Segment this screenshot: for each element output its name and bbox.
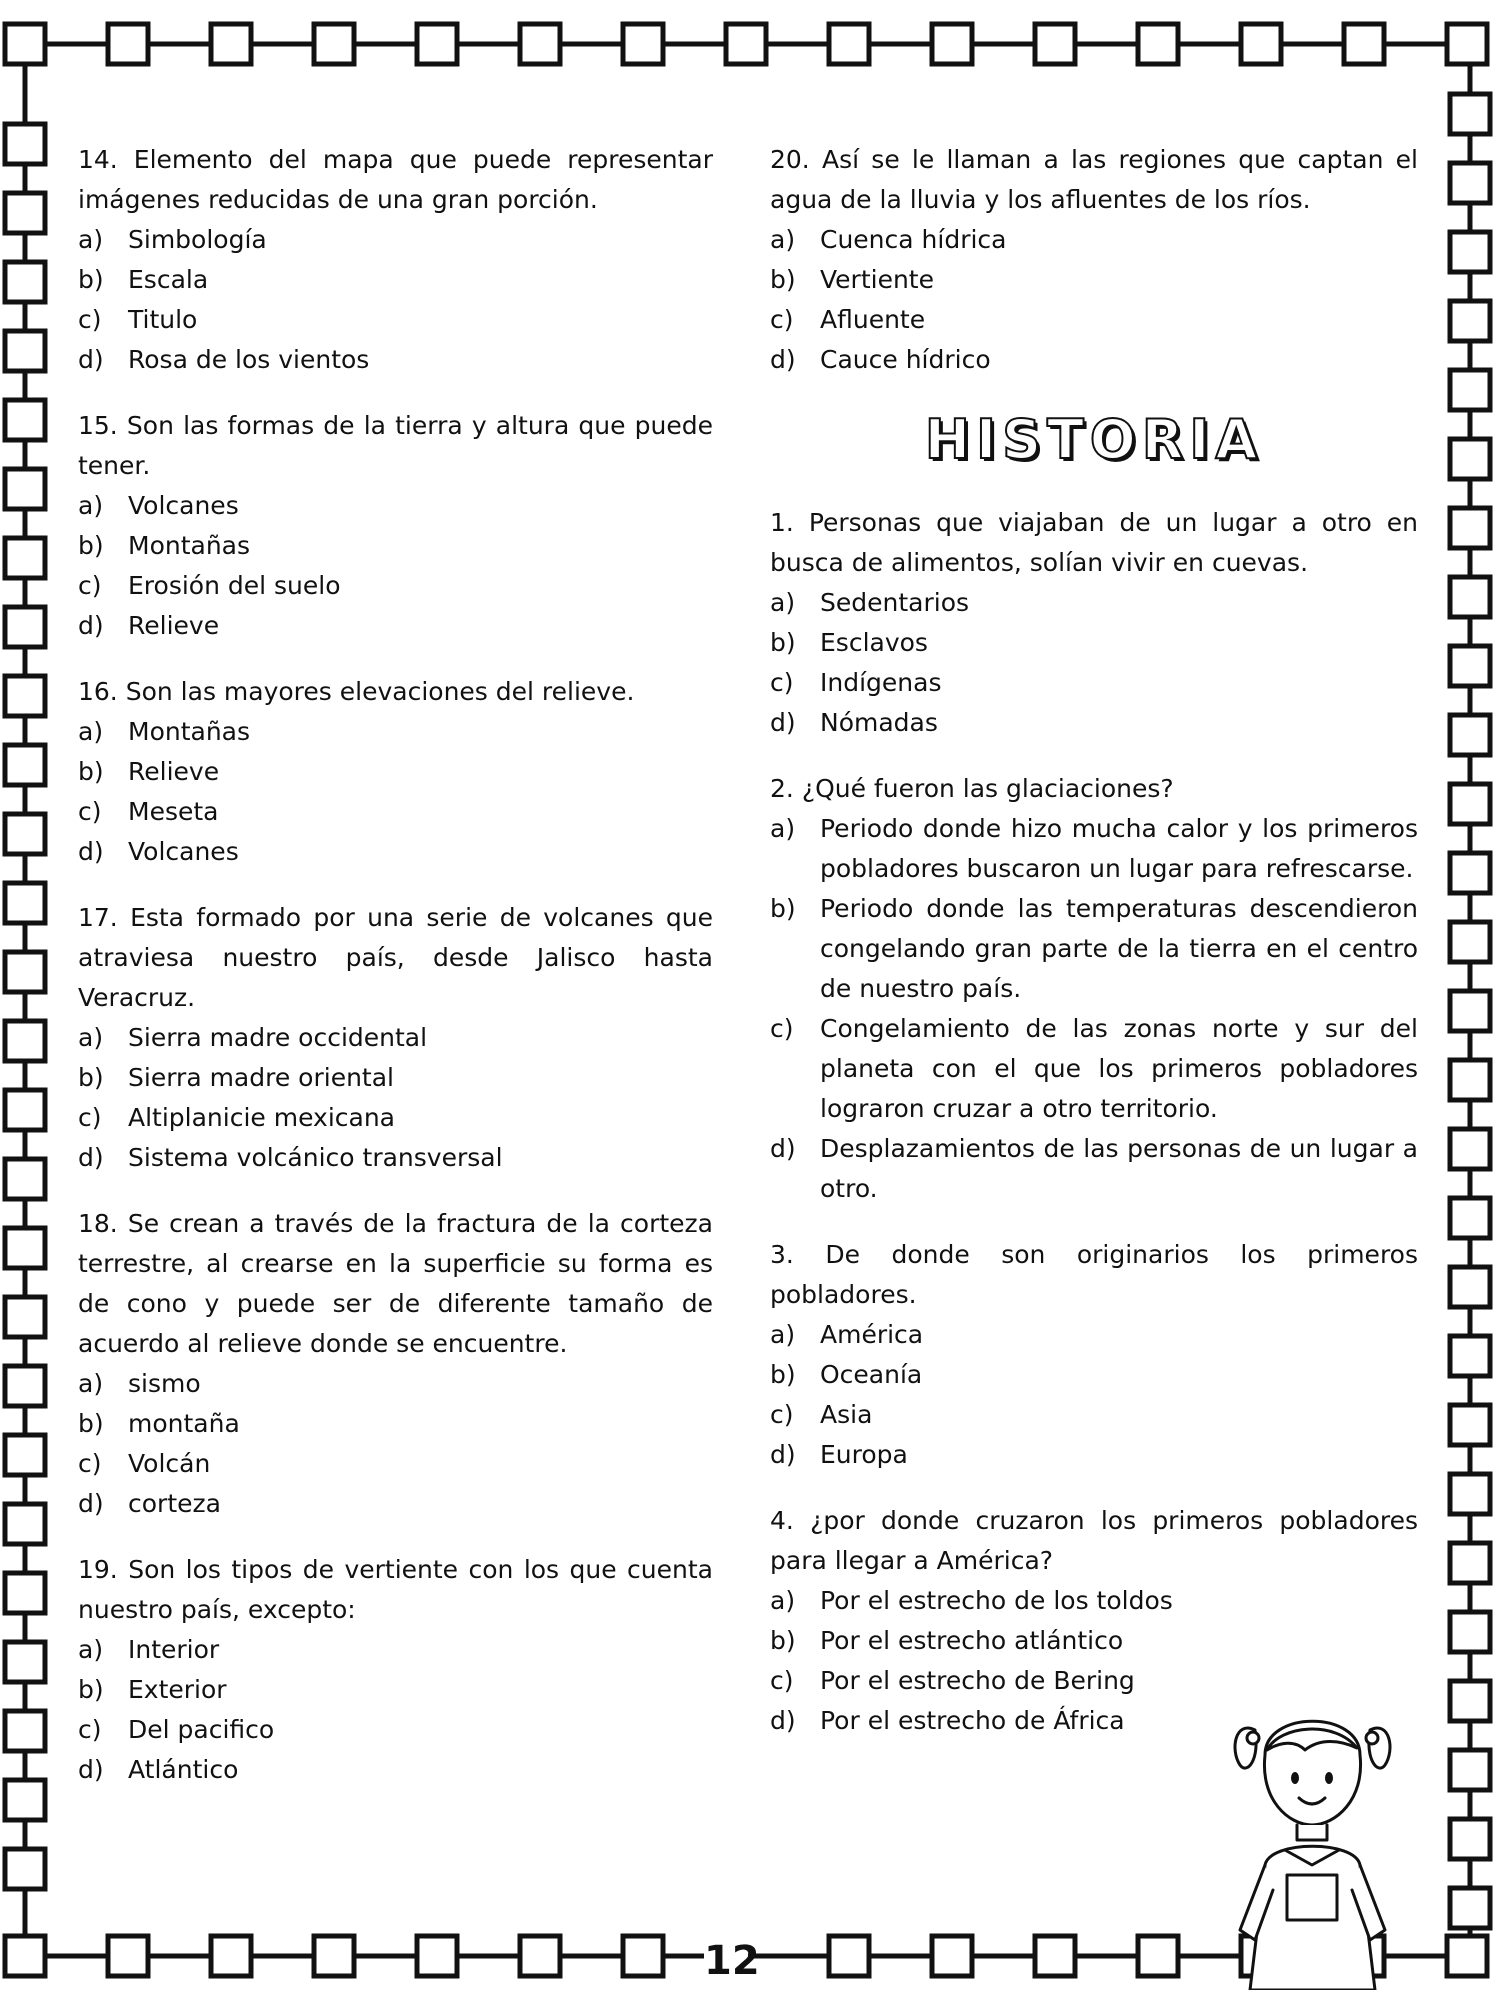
border-box <box>520 1936 560 1976</box>
question-block <box>770 503 1418 743</box>
question-statement: Personas que viajaban de un lugar a otro en busca de alimentos, solían vivir en cuevas. <box>770 508 1419 577</box>
border-box <box>5 676 45 716</box>
border-box <box>1450 1543 1490 1583</box>
answer-options <box>78 1018 713 1178</box>
question-statement: Esta formado por una serie de volcanes que atraviesa nuestro país, desde Jalisco hasta Veracruz. <box>78 903 713 1012</box>
border-box <box>1450 1474 1490 1514</box>
question-statement: Son las formas de la tierra y altura que puede tener. <box>78 411 714 480</box>
question-block <box>78 1204 713 1524</box>
option-text: América <box>820 1320 924 1349</box>
border-box <box>1450 1681 1490 1721</box>
answer-option <box>770 809 1418 889</box>
option-text: Escala <box>128 265 209 294</box>
question-number: 16. <box>78 677 118 706</box>
border-box <box>108 24 148 64</box>
option-text: Relieve <box>128 757 220 786</box>
option-letter: d) <box>78 1143 104 1172</box>
option-text: Titulo <box>128 305 198 334</box>
border-box <box>623 1936 663 1976</box>
answer-options <box>78 712 713 872</box>
option-letter: b) <box>770 628 796 657</box>
answer-option <box>78 526 713 566</box>
question-block <box>770 140 1418 380</box>
border-box <box>1450 1612 1490 1652</box>
border-box <box>417 1936 457 1976</box>
border-box <box>5 1504 45 1544</box>
answer-option <box>770 1581 1418 1621</box>
option-text: Montañas <box>128 717 251 746</box>
border-box <box>1450 370 1490 410</box>
question-text <box>770 503 1418 583</box>
answer-option <box>78 1018 713 1058</box>
option-letter: c) <box>78 1715 102 1744</box>
option-letter: a) <box>770 1320 796 1349</box>
border-box <box>5 814 45 854</box>
border-box <box>5 1297 45 1337</box>
girl-cartoon-icon <box>1225 1690 1400 1990</box>
option-text: Erosión del suelo <box>128 571 341 600</box>
border-box <box>1450 646 1490 686</box>
question-text <box>770 1235 1418 1315</box>
border-box <box>1450 1198 1490 1238</box>
option-letter: d) <box>78 1755 104 1784</box>
border-box <box>417 24 457 64</box>
question-number: 14. <box>78 145 118 174</box>
option-letter: b) <box>78 757 104 786</box>
option-text: Altiplanicie mexicana <box>128 1103 396 1132</box>
history-questions <box>770 503 1418 1741</box>
option-letter: c) <box>78 797 102 826</box>
option-text: Desplazamientos de las personas de un lugar a otro. <box>820 1134 1418 1203</box>
border-box <box>1241 24 1281 64</box>
question-statement: Así se le llaman a las regiones que captan el agua de la lluvia y los afluentes de los ríos. <box>770 145 1418 214</box>
question-number: 2. <box>770 774 794 803</box>
geography-questions-continued <box>770 140 1418 380</box>
option-text: Volcán <box>128 1449 211 1478</box>
border-box <box>5 1021 45 1061</box>
option-text: Esclavos <box>820 628 928 657</box>
question-number: 20. <box>770 145 810 174</box>
answer-option <box>78 300 713 340</box>
option-letter: c) <box>770 1666 794 1695</box>
option-text: Del pacifico <box>128 1715 275 1744</box>
question-number: 19. <box>78 1555 118 1584</box>
page-number: 12 <box>704 1938 760 1984</box>
option-letter: a) <box>770 588 796 617</box>
border-box <box>1450 1129 1490 1169</box>
border-box <box>314 24 354 64</box>
question-statement: Se crean a través de la fractura de la corteza terrestre, al crearse en la superficie su forma es de cono y puede ser de diferente tamaño de acuerdo al relieve donde se encuentre. <box>78 1209 714 1358</box>
question-statement: De donde son originarios los primeros pobladores. <box>770 1240 1418 1309</box>
answer-option <box>78 1750 713 1790</box>
option-text: Sistema volcánico transversal <box>128 1143 503 1172</box>
option-text: Cuenca hídrica <box>820 225 1007 254</box>
answer-option <box>770 1009 1418 1129</box>
question-block <box>78 672 713 872</box>
border-box <box>1450 301 1490 341</box>
option-letter: c) <box>78 571 102 600</box>
answer-option <box>78 1404 713 1444</box>
border-box <box>1450 784 1490 824</box>
border-box <box>1447 1936 1487 1976</box>
option-letter: a) <box>78 491 104 520</box>
option-letter: d) <box>770 345 796 374</box>
border-box <box>1450 853 1490 893</box>
border-box <box>932 1936 972 1976</box>
answer-option <box>770 340 1418 380</box>
option-letter: c) <box>78 1449 102 1478</box>
answer-option <box>78 1138 713 1178</box>
option-letter: c) <box>770 1400 794 1429</box>
option-text: Por el estrecho de África <box>820 1706 1125 1735</box>
question-text <box>78 672 713 712</box>
option-letter: a) <box>78 1369 104 1398</box>
option-text: Sedentarios <box>820 588 970 617</box>
answer-option <box>78 1630 713 1670</box>
option-letter: c) <box>770 668 794 697</box>
option-letter: b) <box>770 265 796 294</box>
answer-option <box>770 1315 1418 1355</box>
option-text: Simbología <box>128 225 267 254</box>
option-letter: a) <box>78 1635 104 1664</box>
option-letter: b) <box>78 265 104 294</box>
answer-option <box>78 220 713 260</box>
option-text: sismo <box>128 1369 201 1398</box>
left-column <box>78 140 713 1816</box>
option-text: Cauce hídrico <box>820 345 991 374</box>
option-letter: a) <box>78 225 104 254</box>
border-box <box>520 24 560 64</box>
option-letter: d) <box>78 345 104 374</box>
border-box <box>623 24 663 64</box>
option-letter: b) <box>770 894 796 923</box>
option-text: Vertiente <box>820 265 934 294</box>
question-block <box>78 1550 713 1790</box>
question-text <box>770 1501 1418 1581</box>
question-number: 4. <box>770 1506 794 1535</box>
option-text: Sierra madre occidental <box>128 1023 428 1052</box>
option-text: montaña <box>128 1409 240 1438</box>
option-letter: a) <box>770 225 796 254</box>
option-letter: b) <box>78 1409 104 1438</box>
answer-option <box>770 1395 1418 1435</box>
border-box <box>5 952 45 992</box>
question-statement: ¿por donde cruzaron los primeros pobladores para llegar a América? <box>770 1506 1418 1575</box>
answer-option <box>770 1621 1418 1661</box>
answer-option <box>78 832 713 872</box>
question-statement: ¿Qué fueron las glaciaciones? <box>801 774 1174 803</box>
answer-option <box>770 1129 1418 1209</box>
answer-options <box>770 583 1418 743</box>
right-column <box>770 140 1418 1767</box>
border-box <box>1138 24 1178 64</box>
question-block <box>78 898 713 1178</box>
border-box <box>5 1435 45 1475</box>
border-box <box>5 745 45 785</box>
border-box <box>5 262 45 302</box>
answer-option <box>770 623 1418 663</box>
option-letter: a) <box>78 717 104 746</box>
answer-options <box>78 1630 713 1790</box>
answer-options <box>770 220 1418 380</box>
border-box <box>5 1159 45 1199</box>
border-box <box>5 400 45 440</box>
border-box <box>1450 577 1490 617</box>
border-box <box>5 331 45 371</box>
option-letter: c) <box>78 1103 102 1132</box>
border-box <box>314 1936 354 1976</box>
option-text: corteza <box>128 1489 221 1518</box>
answer-option <box>770 703 1418 743</box>
option-letter: d) <box>78 611 104 640</box>
border-box <box>1450 1336 1490 1376</box>
option-letter: b) <box>78 531 104 560</box>
border-box <box>1450 232 1490 272</box>
question-block <box>78 140 713 380</box>
question-block <box>78 406 713 646</box>
section-title-historia: HISTORIA <box>924 408 1264 471</box>
border-box <box>5 1849 45 1889</box>
border-box <box>1450 1060 1490 1100</box>
option-letter: c) <box>78 305 102 334</box>
border-box <box>5 1642 45 1682</box>
option-text: Indígenas <box>820 668 942 697</box>
option-text: Atlántico <box>128 1755 239 1784</box>
option-letter: d) <box>78 837 104 866</box>
question-number: 3. <box>770 1240 794 1269</box>
option-text: Exterior <box>128 1675 227 1704</box>
answer-option <box>78 1058 713 1098</box>
border-box <box>726 24 766 64</box>
question-text <box>78 898 713 1018</box>
answer-options <box>78 220 713 380</box>
answer-option <box>770 260 1418 300</box>
border-box <box>5 1228 45 1268</box>
option-letter: b) <box>78 1675 104 1704</box>
answer-option <box>78 752 713 792</box>
answer-option <box>78 1364 713 1404</box>
question-number: 18. <box>78 1209 118 1238</box>
question-text <box>78 1550 713 1630</box>
option-text: Asia <box>820 1400 873 1429</box>
question-block <box>770 1235 1418 1475</box>
option-text: Interior <box>128 1635 220 1664</box>
question-statement: Son los tipos de vertiente con los que cuenta nuestro país, excepto: <box>78 1555 713 1624</box>
answer-option <box>78 792 713 832</box>
question-number: 17. <box>78 903 118 932</box>
option-text: Por el estrecho atlántico <box>820 1626 1124 1655</box>
border-box <box>1450 1405 1490 1445</box>
option-text: Periodo donde las temperaturas descendieron congelando gran parte de la tierra en el centro de nuestro país. <box>820 894 1418 1003</box>
option-letter: d) <box>78 1489 104 1518</box>
answer-option <box>770 583 1418 623</box>
question-statement: Elemento del mapa que puede representar imágenes reducidas de una gran porción. <box>78 145 713 214</box>
answer-options <box>78 486 713 646</box>
answer-options <box>770 809 1418 1209</box>
answer-option <box>78 1444 713 1484</box>
option-letter: d) <box>770 1706 796 1735</box>
option-letter: a) <box>78 1023 104 1052</box>
border-box <box>1450 1888 1490 1928</box>
option-letter: c) <box>770 1014 794 1043</box>
question-number: 15. <box>78 411 118 440</box>
option-letter: b) <box>770 1360 796 1389</box>
border-box <box>5 24 45 64</box>
border-box <box>211 24 251 64</box>
option-letter: b) <box>770 1626 796 1655</box>
option-text: Sierra madre oriental <box>128 1063 394 1092</box>
answer-options <box>770 1315 1418 1475</box>
option-letter: d) <box>770 708 796 737</box>
border-box <box>5 193 45 233</box>
answer-option <box>78 1670 713 1710</box>
answer-option <box>78 340 713 380</box>
border-box <box>1035 24 1075 64</box>
border-box <box>1450 922 1490 962</box>
border-box <box>1450 439 1490 479</box>
option-text: Periodo donde hizo mucha calor y los primeros pobladores buscaron un lugar para refrescarse. <box>820 814 1418 883</box>
answer-option <box>78 260 713 300</box>
option-text: Congelamiento de las zonas norte y sur del planeta con el que los primeros pobladores lograron cruzar a otro territorio. <box>820 1014 1418 1123</box>
border-box <box>108 1936 148 1976</box>
border-box <box>1450 1819 1490 1859</box>
option-text: Rosa de los vientos <box>128 345 370 374</box>
option-text: Meseta <box>128 797 219 826</box>
answer-option <box>78 566 713 606</box>
option-text: Volcanes <box>128 491 239 520</box>
answer-option <box>78 1710 713 1750</box>
border-box <box>5 1936 45 1976</box>
border-box <box>5 607 45 647</box>
option-letter: c) <box>770 305 794 334</box>
answer-option <box>770 889 1418 1009</box>
border-box <box>5 1366 45 1406</box>
answer-option <box>78 712 713 752</box>
answer-option <box>770 1435 1418 1475</box>
option-text: Nómadas <box>820 708 938 737</box>
answer-option <box>770 663 1418 703</box>
border-box <box>5 469 45 509</box>
question-text <box>78 406 713 486</box>
option-text: Relieve <box>128 611 220 640</box>
border-box <box>5 883 45 923</box>
border-box <box>1450 1267 1490 1307</box>
border-box <box>1450 715 1490 755</box>
question-number: 1. <box>770 508 794 537</box>
option-text: Oceanía <box>820 1360 923 1389</box>
border-box <box>1138 1936 1178 1976</box>
answer-option <box>78 486 713 526</box>
border-box <box>829 24 869 64</box>
answer-option <box>78 1484 713 1524</box>
border-box <box>5 1711 45 1751</box>
border-box <box>1344 24 1384 64</box>
answer-option <box>78 606 713 646</box>
option-letter: b) <box>78 1063 104 1092</box>
question-text <box>78 140 713 220</box>
option-letter: a) <box>770 814 796 843</box>
answer-option <box>770 1355 1418 1395</box>
option-text: Volcanes <box>128 837 239 866</box>
answer-option <box>770 300 1418 340</box>
border-box <box>1450 163 1490 203</box>
border-box <box>1450 94 1490 134</box>
border-box <box>829 1936 869 1976</box>
border-box <box>5 538 45 578</box>
border-box <box>932 24 972 64</box>
border-box <box>1035 1936 1075 1976</box>
option-text: Afluente <box>820 305 926 334</box>
border-box <box>5 124 45 164</box>
border-box <box>1450 991 1490 1031</box>
question-block <box>770 769 1418 1209</box>
option-text: Europa <box>820 1440 908 1469</box>
question-text <box>770 140 1418 220</box>
border-box <box>5 1780 45 1820</box>
border-box <box>1447 24 1487 64</box>
answer-option <box>770 220 1418 260</box>
option-letter: d) <box>770 1440 796 1469</box>
option-text: Por el estrecho de los toldos <box>820 1586 1173 1615</box>
question-text <box>770 769 1418 809</box>
option-letter: d) <box>770 1134 796 1163</box>
option-text: Por el estrecho de Bering <box>820 1666 1135 1695</box>
border-box <box>211 1936 251 1976</box>
border-box <box>1450 1750 1490 1790</box>
border-box <box>1450 508 1490 548</box>
option-letter: a) <box>770 1586 796 1615</box>
question-text <box>78 1204 713 1364</box>
answer-options <box>78 1364 713 1524</box>
answer-option <box>78 1098 713 1138</box>
question-statement: Son las mayores elevaciones del relieve. <box>125 677 635 706</box>
option-text: Montañas <box>128 531 251 560</box>
border-box <box>5 1573 45 1613</box>
border-box <box>5 1090 45 1130</box>
